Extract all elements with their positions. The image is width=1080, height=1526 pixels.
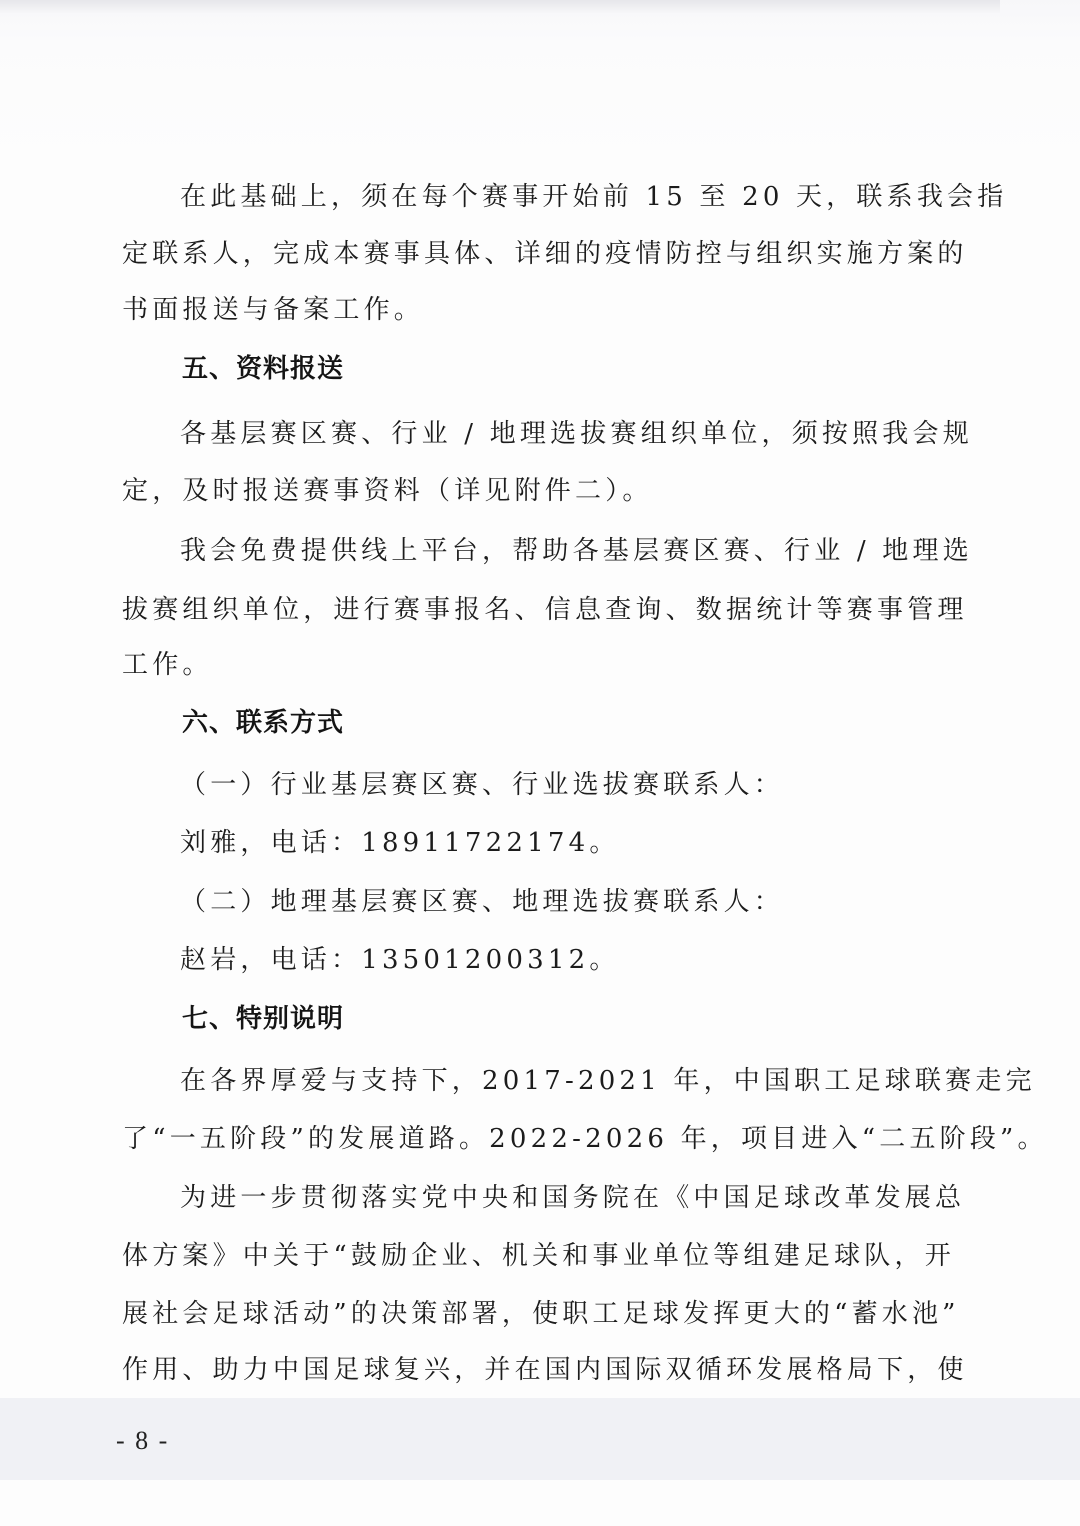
paragraph-line: 体方案》中关于“鼓励企业、机关和事业单位等组建足球队，开: [122, 1241, 955, 1271]
paragraph-line: 我会免费提供线上平台，帮助各基层赛区赛、行业 / 地理选: [180, 536, 973, 566]
scan-top-edge: [0, 0, 1000, 14]
paragraph-line: 作用、助力中国足球复兴，并在国内国际双循环发展格局下，使: [122, 1355, 968, 1385]
paragraph-line: 各基层赛区赛、行业 / 地理选拔赛组织单位，须按照我会规: [180, 419, 973, 449]
contact-detail: 刘雅，电话：18911722174。: [180, 828, 620, 858]
paragraph-line: 定联系人，完成本赛事具体、详细的疫情防控与组织实施方案的: [122, 239, 968, 269]
paragraph-line: 为进一步贯彻落实党中央和国务院在《中国足球改革发展总: [180, 1183, 966, 1213]
section-heading-5: 五、资料报送: [182, 354, 345, 384]
page-number: - 8 -: [116, 1426, 170, 1455]
section-heading-7: 七、特别说明: [182, 1004, 345, 1034]
paragraph-line: 定，及时报送赛事资料（详见附件二）。: [122, 476, 653, 506]
paragraph-line: 在各界厚爱与支持下，2017-2021 年，中国职工足球联赛走完: [180, 1066, 1036, 1096]
contact-label: （二）地理基层赛区赛、地理选拔赛联系人：: [180, 887, 785, 917]
contact-label: （一）行业基层赛区赛、行业选拔赛联系人：: [180, 770, 785, 800]
paragraph-line: 拔赛组织单位，进行赛事报名、信息查询、数据统计等赛事管理: [122, 595, 968, 625]
paragraph-line: 展社会足球活动”的决策部署，使职工足球发挥更大的“蓄水池”: [122, 1299, 960, 1329]
section-heading-6: 六、联系方式: [182, 708, 345, 738]
paragraph-line: 书面报送与备案工作。: [122, 295, 425, 325]
paragraph-line: 在此基础上，须在每个赛事开始前 15 至 20 天，联系我会指: [180, 182, 1008, 212]
paragraph-line: 工作。: [122, 650, 213, 680]
contact-detail: 赵岩，电话：13501200312。: [180, 945, 620, 975]
paragraph-line: 了“一五阶段”的发展道路。2022-2026 年，项目进入“二五阶段”。: [122, 1124, 1048, 1154]
